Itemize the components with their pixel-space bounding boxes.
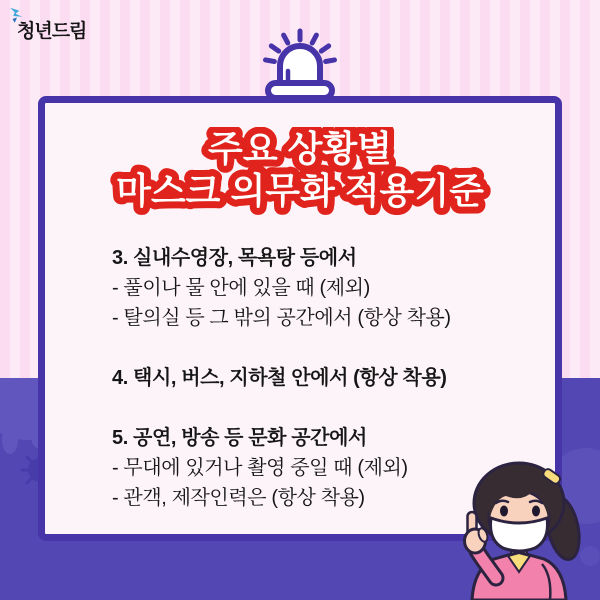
- card-title: [50, 127, 550, 215]
- section-heading: 5. 공연, 방송 등 문화 공간에서: [112, 427, 367, 449]
- title-line-2: 마스크 의무화 적용기준: [116, 170, 484, 211]
- section-item: - 관객, 제작인력은 (항상 착용): [112, 487, 365, 509]
- rule-section-4: [112, 363, 555, 393]
- section-item: - 무대에 있거나 촬영 중일 때 (제외): [112, 457, 408, 479]
- masked-girl-pointing-up-illustration: [438, 448, 600, 600]
- section-item: - 풀이나 물 안에 있을 때 (제외): [112, 277, 370, 299]
- siren-icon: [250, 26, 350, 102]
- title-line-1: 주요 상황별: [208, 128, 392, 169]
- right-eye: [532, 506, 540, 517]
- section-item: - 탈의실 등 그 밖의 공간에서 (항상 착용): [112, 307, 451, 329]
- cheongnyeon-dream-logo: [8, 6, 86, 43]
- left-eye: [500, 506, 508, 517]
- logo-text: 청년드림: [17, 21, 87, 42]
- face-mask: [491, 518, 548, 551]
- section-heading: 4. 택시, 버스, 지하철 안에서 (항상 착용): [112, 367, 447, 389]
- section-heading: 3. 실내수영장, 목욕탕 등에서: [112, 247, 357, 269]
- bird-icon: [8, 6, 26, 26]
- siren-base: [268, 83, 332, 98]
- rule-section-3: [112, 243, 555, 333]
